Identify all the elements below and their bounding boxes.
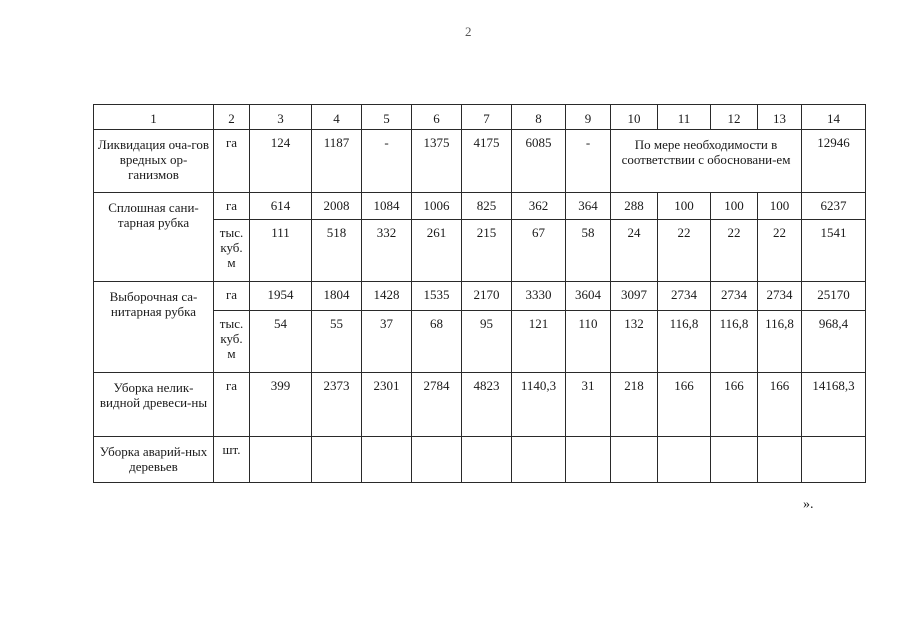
total-cell: 12946 [802,130,866,193]
value-cell: 110 [566,311,611,373]
empty-cell [362,437,412,483]
header-cell: 13 [758,105,802,130]
total-cell: 25170 [802,282,866,311]
total-cell: 1541 [802,220,866,282]
header-cell: 7 [462,105,512,130]
value-cell: 121 [512,311,566,373]
value-cell: 2734 [658,282,711,311]
value-cell: 100 [711,193,758,220]
value-cell: 1535 [412,282,462,311]
table-row [94,437,866,483]
value-cell: 22 [711,220,758,282]
unit-cell: тыс. куб. м [214,220,250,282]
value-cell: 166 [658,373,711,437]
value-cell: 100 [758,193,802,220]
value-cell: 55 [312,311,362,373]
value-cell: 68 [412,311,462,373]
value-cell: 1084 [362,193,412,220]
value-cell: 215 [462,220,512,282]
empty-cell [462,437,512,483]
unit-cell: тыс. куб. м [214,311,250,373]
row-name-hazard-tree-removal: Уборка аварий-ных деревьев [94,437,214,483]
value-cell: 518 [312,220,362,282]
header-cell: 6 [412,105,462,130]
empty-cell [611,437,658,483]
value-cell: 132 [611,311,658,373]
row-name-pest-control: Ликвидация оча-гов вредных ор-ганизмов [94,130,214,193]
unit-cell: шт. [214,437,250,483]
measures-table [93,104,866,483]
empty-cell [658,437,711,483]
total-cell: 6237 [802,193,866,220]
value-cell: 1428 [362,282,412,311]
value-cell: 1187 [312,130,362,193]
value-cell: 67 [512,220,566,282]
unit-cell: га [214,282,250,311]
header-cell: 4 [312,105,362,130]
value-cell: 3604 [566,282,611,311]
table-row [94,193,866,220]
table-row [94,282,866,311]
empty-cell [711,437,758,483]
value-cell: 54 [250,311,312,373]
value-cell: 1140,3 [512,373,566,437]
header-cell: 8 [512,105,566,130]
value-cell: 22 [758,220,802,282]
empty-cell [250,437,312,483]
value-cell: - [566,130,611,193]
value-cell: 2784 [412,373,462,437]
table-row [94,373,866,437]
empty-cell [758,437,802,483]
header-cell: 1 [94,105,214,130]
empty-cell [312,437,362,483]
value-cell: 614 [250,193,312,220]
value-cell: 116,8 [711,311,758,373]
row-name-illiquid-wood-removal: Уборка нелик-видной древеси-ны [94,373,214,437]
value-cell: 22 [658,220,711,282]
value-cell: 399 [250,373,312,437]
empty-cell [802,437,866,483]
value-cell: 2734 [711,282,758,311]
value-cell: 58 [566,220,611,282]
total-cell: 14168,3 [802,373,866,437]
value-cell: 116,8 [758,311,802,373]
value-cell: 24 [611,220,658,282]
header-cell: 10 [611,105,658,130]
header-cell: 2 [214,105,250,130]
value-cell: - [362,130,412,193]
value-cell: 2734 [758,282,802,311]
header-row [94,105,866,130]
page-number-mark: 2 [465,24,472,39]
header-cell: 9 [566,105,611,130]
total-cell: 968,4 [802,311,866,373]
value-cell: 364 [566,193,611,220]
header-cell: 12 [711,105,758,130]
value-cell: 124 [250,130,312,193]
value-cell: 2301 [362,373,412,437]
value-cell: 31 [566,373,611,437]
value-cell: 4823 [462,373,512,437]
unit-cell: га [214,373,250,437]
header-cell: 5 [362,105,412,130]
empty-cell [512,437,566,483]
value-cell: 218 [611,373,658,437]
merged-note-cell: По мере необходимости в соответствии с обосновани-ем [611,130,802,193]
value-cell: 288 [611,193,658,220]
empty-cell [566,437,611,483]
value-cell: 37 [362,311,412,373]
value-cell: 261 [412,220,462,282]
value-cell: 4175 [462,130,512,193]
value-cell: 111 [250,220,312,282]
value-cell: 116,8 [658,311,711,373]
value-cell: 166 [711,373,758,437]
value-cell: 166 [758,373,802,437]
header-cell: 14 [802,105,866,130]
value-cell: 95 [462,311,512,373]
value-cell: 2008 [312,193,362,220]
value-cell: 3330 [512,282,566,311]
value-cell: 1804 [312,282,362,311]
unit-cell: га [214,193,250,220]
closing-quote: ». [803,497,814,512]
value-cell: 100 [658,193,711,220]
header-cell: 3 [250,105,312,130]
unit-cell: га [214,130,250,193]
row-name-clear-sanitary-felling: Сплошная сани-тарная рубка [94,193,214,282]
value-cell: 362 [512,193,566,220]
value-cell: 1954 [250,282,312,311]
value-cell: 2373 [312,373,362,437]
row-name-selective-sanitary-felling: Выборочная са-нитарная рубка [94,282,214,373]
value-cell: 3097 [611,282,658,311]
value-cell: 1006 [412,193,462,220]
empty-cell [412,437,462,483]
table-row [94,130,866,193]
header-cell: 11 [658,105,711,130]
value-cell: 1375 [412,130,462,193]
value-cell: 2170 [462,282,512,311]
value-cell: 332 [362,220,412,282]
value-cell: 6085 [512,130,566,193]
value-cell: 825 [462,193,512,220]
